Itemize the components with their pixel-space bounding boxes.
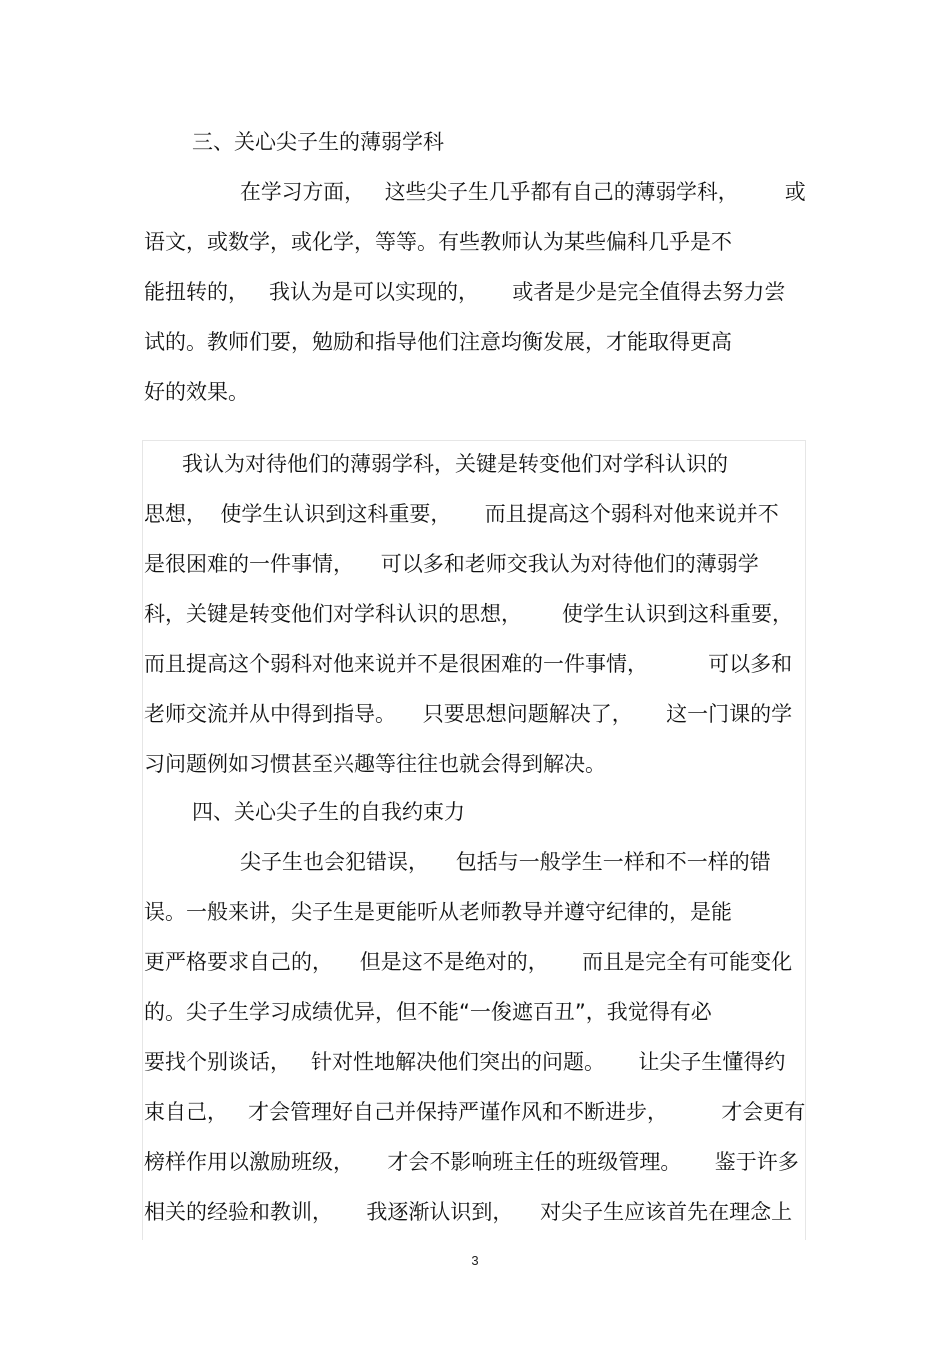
paragraph-line: 科，关键是转变他们对学科认识的思想， 使学生认识到这科重要，	[144, 602, 794, 626]
paragraph-line: 要找个别谈话， 针对性地解决他们突出的问题。 让尖子生懂得约	[144, 1050, 786, 1074]
section-heading-4: 四、关心尖子生的自我约束力	[192, 800, 465, 824]
paragraph-line: 思想， 使学生认识到这科重要， 而且提高这个弱科对他来说并不	[144, 502, 779, 526]
paragraph-line: 的。尖子生学习成绩优异，但不能“一俊遮百丑”，我觉得有必	[144, 1000, 712, 1024]
paragraph-line: 尖子生也会犯错误， 包括与一般学生一样和不一样的错	[240, 850, 771, 874]
paragraph-line: 是很困难的一件事情， 可以多和老师交我认为对待他们的薄弱学	[144, 552, 759, 576]
paragraph-line: 束自己， 才会管理好自己并保持严谨作风和不断进步， 才会更有	[144, 1100, 806, 1124]
paragraph-line: 我认为对待他们的薄弱学科，关键是转变他们对学科认识的	[182, 452, 728, 476]
paragraph-line: 好的效果。	[144, 380, 249, 404]
paragraph-line: 老师交流并从中得到指导。 只要思想问题解决了， 这一门课的学	[144, 702, 793, 726]
paragraph-line: 误。一般来讲，尖子生是更能听从老师教导并遵守纪律的，是能	[144, 900, 732, 924]
paragraph-line: 语文，或数学，或化学，等等。有些教师认为某些偏科几乎是不	[144, 230, 732, 254]
paragraph-line: 相关的经验和教训， 我逐渐认识到， 对尖子生应该首先在理念上	[144, 1200, 793, 1224]
paragraph-line: 试的。教师们要，勉励和指导他们注意均衡发展，才能取得更高	[144, 330, 732, 354]
section-heading-3: 三、关心尖子生的薄弱学科	[192, 130, 444, 154]
paragraph-line: 习问题例如习惯甚至兴趣等往往也就会得到解决。	[144, 752, 606, 776]
paragraph-line: 能扭转的， 我认为是可以实现的， 或者是少是完全值得去努力尝	[144, 280, 786, 304]
paragraph-line: 而且提高这个弱科对他来说并不是很困难的一件事情， 可以多和	[144, 652, 793, 676]
page-number: 3	[471, 1253, 479, 1268]
paragraph-line: 在学习方面， 这些尖子生几乎都有自己的薄弱学科， 或	[240, 180, 806, 204]
paragraph-line: 更严格要求自己的， 但是这不是绝对的， 而且是完全有可能变化	[144, 950, 793, 974]
paragraph-line: 榜样作用以激励班级， 才会不影响班主任的班级管理。 鉴于许多	[144, 1150, 799, 1174]
